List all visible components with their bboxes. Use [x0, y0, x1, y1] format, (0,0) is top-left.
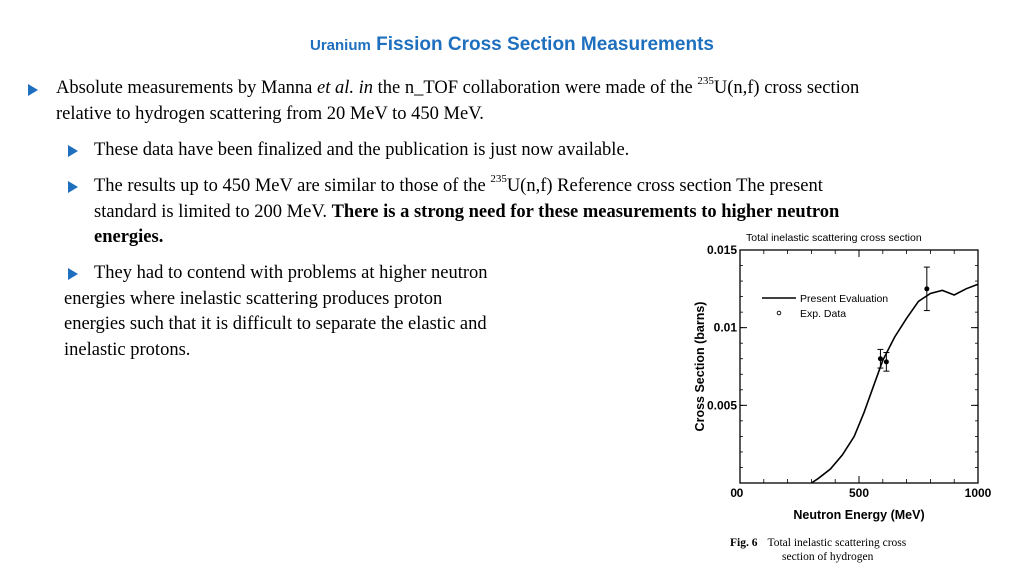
bullet-4-line-1: They had to contend with problems at higher neutron: [94, 263, 488, 283]
bullet-1-text-d: U(n,f) cross section: [713, 78, 860, 98]
bullet-arrow-icon: [68, 181, 78, 193]
x-tick-label: 0: [736, 486, 744, 500]
y-axis-label: Cross Section (barns): [693, 301, 707, 432]
bullet-2-text: These data have been finalized and the publication is just now available.: [94, 140, 630, 160]
bullet-4-line-2: energies where inelastic scattering produces proton: [64, 288, 443, 309]
bullet-3-text-a: The results up to 450 MeV are similar to those of the: [94, 176, 491, 196]
bullet-3-line-2: standard is limited to 200 MeV.: [94, 201, 332, 222]
caption-line-2: section of hydrogen: [782, 551, 874, 563]
legend-dot-marker: [777, 311, 781, 315]
x-tick-label: 1000: [964, 486, 992, 500]
data-point: [884, 359, 889, 364]
title-prefix: Uranium: [309, 37, 371, 54]
bullet-arrow-icon: [28, 84, 38, 96]
legend-label-exp-data: Exp. Data: [800, 308, 847, 320]
data-point: [878, 356, 883, 361]
figure-caption: [730, 536, 906, 564]
bullet-1: [56, 76, 1006, 127]
x-axis-label: Neutron Energy (MeV): [793, 508, 925, 522]
bullet-1-italic-2: in: [358, 78, 374, 98]
y-tick-label-zero: 0: [730, 486, 737, 500]
bullet-3-text-b: U(n,f) Reference cross section The present: [506, 176, 823, 196]
caption-line-1: Total inelastic scattering cross: [767, 537, 907, 549]
bullet-4: [64, 261, 624, 363]
bullet-1-text-a: Absolute measurements by Manna: [56, 78, 317, 98]
y-tick-label: 0.005: [706, 398, 737, 413]
data-point: [924, 286, 929, 291]
plot-frame: [740, 250, 978, 483]
bullet-1-text-c: the n_TOF collaboration were made of the: [373, 78, 698, 98]
x-tick-label: 500: [848, 486, 870, 500]
bullet-3-superscript: 235: [490, 173, 507, 185]
bullet-arrow-icon: [68, 145, 78, 157]
bullet-2: [94, 138, 994, 164]
series-present-evaluation: [811, 284, 978, 483]
bullet-1-superscript: 235: [697, 75, 714, 87]
bullet-3-bold-2: energies.: [94, 227, 164, 247]
bullet-1-italic-1: et al.: [317, 78, 354, 98]
bullet-1-line-2: relative to hydrogen scattering from 20 MeV to 450 MeV.: [56, 103, 484, 124]
bullet-4-line-4: inelastic protons.: [64, 339, 191, 360]
slide-title: [0, 34, 1024, 56]
y-tick-label: 0.01: [713, 320, 737, 335]
bullet-4-line-3: energies such that it is difficult to separate the elastic and: [64, 314, 487, 334]
title-main: Fission Cross Section Measurements: [376, 34, 714, 55]
chart-title: Total inelastic scattering cross section: [746, 232, 922, 244]
caption-label: Fig. 6: [730, 537, 758, 549]
legend-label-present-evaluation: Present Evaluation: [800, 293, 889, 305]
bullet-3-bold: There is a strong need for these measurements to higher neutron: [331, 201, 840, 222]
y-tick-label: 0.015: [706, 243, 737, 257]
